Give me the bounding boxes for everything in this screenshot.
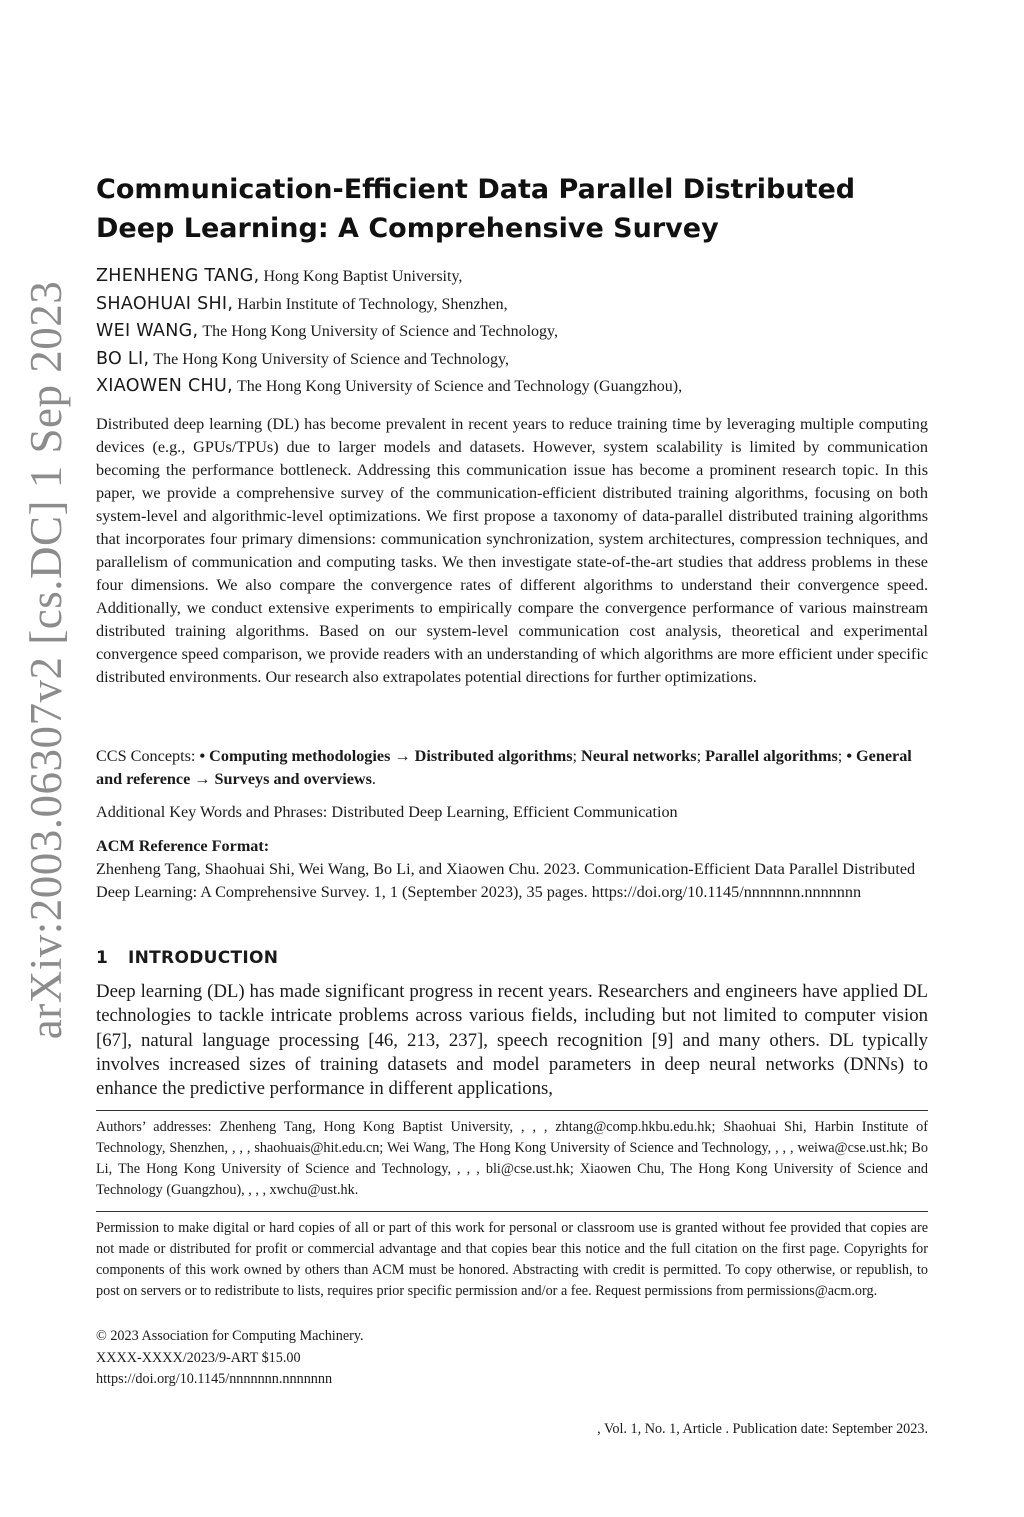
ccs-concept: Neural networks bbox=[581, 747, 697, 765]
author-affiliation: Hong Kong Baptist University, bbox=[263, 268, 463, 285]
author-name: WEI WANG, bbox=[96, 321, 199, 341]
author-name: SHAOHUAI SHI, bbox=[96, 293, 234, 314]
copyright-line: © 2023 Association for Computing Machinery. bbox=[96, 1328, 364, 1344]
ccs-separator: ; bbox=[837, 747, 843, 765]
ccs-bullet: • bbox=[199, 747, 206, 765]
issn-line: XXXX-XXXX/2023/9-ART $15.00 bbox=[96, 1349, 301, 1366]
authors-addresses: Authors’ addresses: Zhenheng Tang, Hong Kong Baptist University, , , , zhtang@comp.hkbu.edu.hk; Shaohuai Shi, Harbin Institute of Technology, Shenzhen, , , , shaohuais@hit.edu.cn; Wei Wang, The Hong Kong University of Science and Technology, , , , weiwa@cse.ust.hk; Bo Li, The Hong Kong University of Science and Technology, , , , bli@cse.ust.hk; Xiaowen Chu, The Hong Kong University of Science and Technology (Guangzhou), , , , xwchu@ust.hk. bbox=[96, 1119, 928, 1198]
author-affiliation: The Hong Kong University of Science and Technology (Guangzhou), bbox=[236, 378, 683, 395]
author-entry bbox=[96, 263, 928, 291]
doi-link[interactable]: https://doi.org/10.1145/nnnnnnn.nnnnnnn bbox=[96, 1371, 333, 1387]
paper-title: Communication-Efficient Data Parallel Distributed Deep Learning: A Comprehensive Survey bbox=[96, 174, 856, 244]
ccs-concept: Parallel algorithms bbox=[705, 747, 838, 765]
footnote-divider bbox=[96, 1110, 928, 1111]
page-footer: , Vol. 1, No. 1, Article . Publication date: September 2023. bbox=[597, 1421, 928, 1437]
acm-reference-text: Zhenheng Tang, Shaohuai Shi, Wei Wang, Bo Li, and Xiaowen Chu. 2023. Communication-Efficient Data Parallel Distributed Deep Learning: A Comprehensive Survey. 1, 1 (September 2023), 35 pages. https://doi.org/10.1145/nnnnnnn.nnnnnnn bbox=[96, 860, 916, 901]
ccs-end: . bbox=[371, 770, 376, 788]
ccs-concept: Computing methodologies → Distributed algorithms bbox=[209, 747, 573, 765]
author-entry bbox=[96, 318, 928, 346]
ccs-label: CCS Concepts: bbox=[96, 747, 196, 765]
author-list bbox=[96, 263, 928, 401]
section-number: 1 bbox=[96, 948, 109, 968]
author-entry bbox=[96, 373, 928, 401]
introduction-heading bbox=[96, 946, 928, 970]
acm-reference-format bbox=[96, 835, 928, 904]
section-title: INTRODUCTION bbox=[128, 948, 279, 968]
permission-notice: Permission to make digital or hard copies of all or part of this work for personal or classroom use is granted without fee provided that copies are not made or distributed for profit or commercial advantage and that copies bear this notice and the full citation on the first page. Copyrights for components of this work owned by others than ACM must be honored. Abstracting with credit is permitted. To copy otherwise, or republish, to post on servers or to redistribute to lists, requires prior specific permission and/or a fee. Request permissions from permissions@acm.org. bbox=[96, 1220, 928, 1299]
arxiv-identifier-stamp: arXiv:2003.06307v2 [cs.DC] 1 Sep 2023 bbox=[21, 280, 71, 1040]
author-name: ZHENHENG TANG, bbox=[96, 266, 260, 286]
ccs-concept: General and reference → Surveys and overviews bbox=[96, 747, 912, 788]
author-name: XIAOWEN CHU, bbox=[96, 376, 233, 396]
introduction-text: Deep learning (DL) has made significant progress in recent years. Researchers and engineers have applied DL technologies to tackle intricate problems across various fields, including but not limited to computer vision [67], natural language processing [46, 213, 237], speech recognition [9] and many others. DL typically involves increased sizes of training datasets and model parameters in deep neural networks (DNNs) to enhance the predictive performance in different applications, bbox=[96, 981, 928, 1100]
ccs-bullet: • bbox=[846, 747, 852, 765]
author-entry bbox=[96, 346, 928, 374]
permission-divider bbox=[96, 1211, 928, 1212]
author-affiliation: The Hong Kong University of Science and Technology, bbox=[153, 350, 509, 368]
ccs-concepts bbox=[96, 745, 928, 791]
author-name: BO LI, bbox=[96, 348, 150, 369]
ccs-separator: ; bbox=[696, 747, 702, 765]
ccs-separator: ; bbox=[572, 747, 577, 765]
acm-reference-heading: ACM Reference Format: bbox=[96, 837, 270, 855]
publication-metadata bbox=[96, 1326, 928, 1391]
author-affiliation: The Hong Kong University of Science and Technology, bbox=[202, 323, 559, 340]
abstract: Distributed deep learning (DL) has become prevalent in recent years to reduce training time by leveraging multiple computing devices (e.g., GPUs/TPUs) due to larger models and datasets. However, system scalability is limited by communication becoming the performance bottleneck. Addressing this communication issue has become a prominent research topic. In this paper, we provide a comprehensive survey of the communication-efficient distributed training algorithms, focusing on both system-level and algorithmic-level optimizations. We first propose a taxonomy of data-parallel distributed training algorithms that incorporates four primary dimensions: communication synchronization, system architectures, compression techniques, and parallelism of communication and computing tasks. We then investigate state-of-the-art studies that address problems in these four dimensions. We also compare the convergence rates of different algorithms to understand their convergence speed. Additionally, we conduct extensive experiments to empirically compare the convergence performance of various mainstream distributed training algorithms. Based on our system-level communication cost analysis, theoretical and experimental convergence speed comparison, we provide readers with an understanding of which algorithms are more efficient under specific distributed environments. Our research also extrapolates potential directions for further optimizations. bbox=[96, 415, 928, 686]
author-entry bbox=[96, 291, 928, 319]
keywords: Additional Key Words and Phrases: Distributed Deep Learning, Efficient Communication bbox=[96, 803, 678, 821]
author-affiliation: Harbin Institute of Technology, Shenzhen, bbox=[237, 295, 508, 313]
